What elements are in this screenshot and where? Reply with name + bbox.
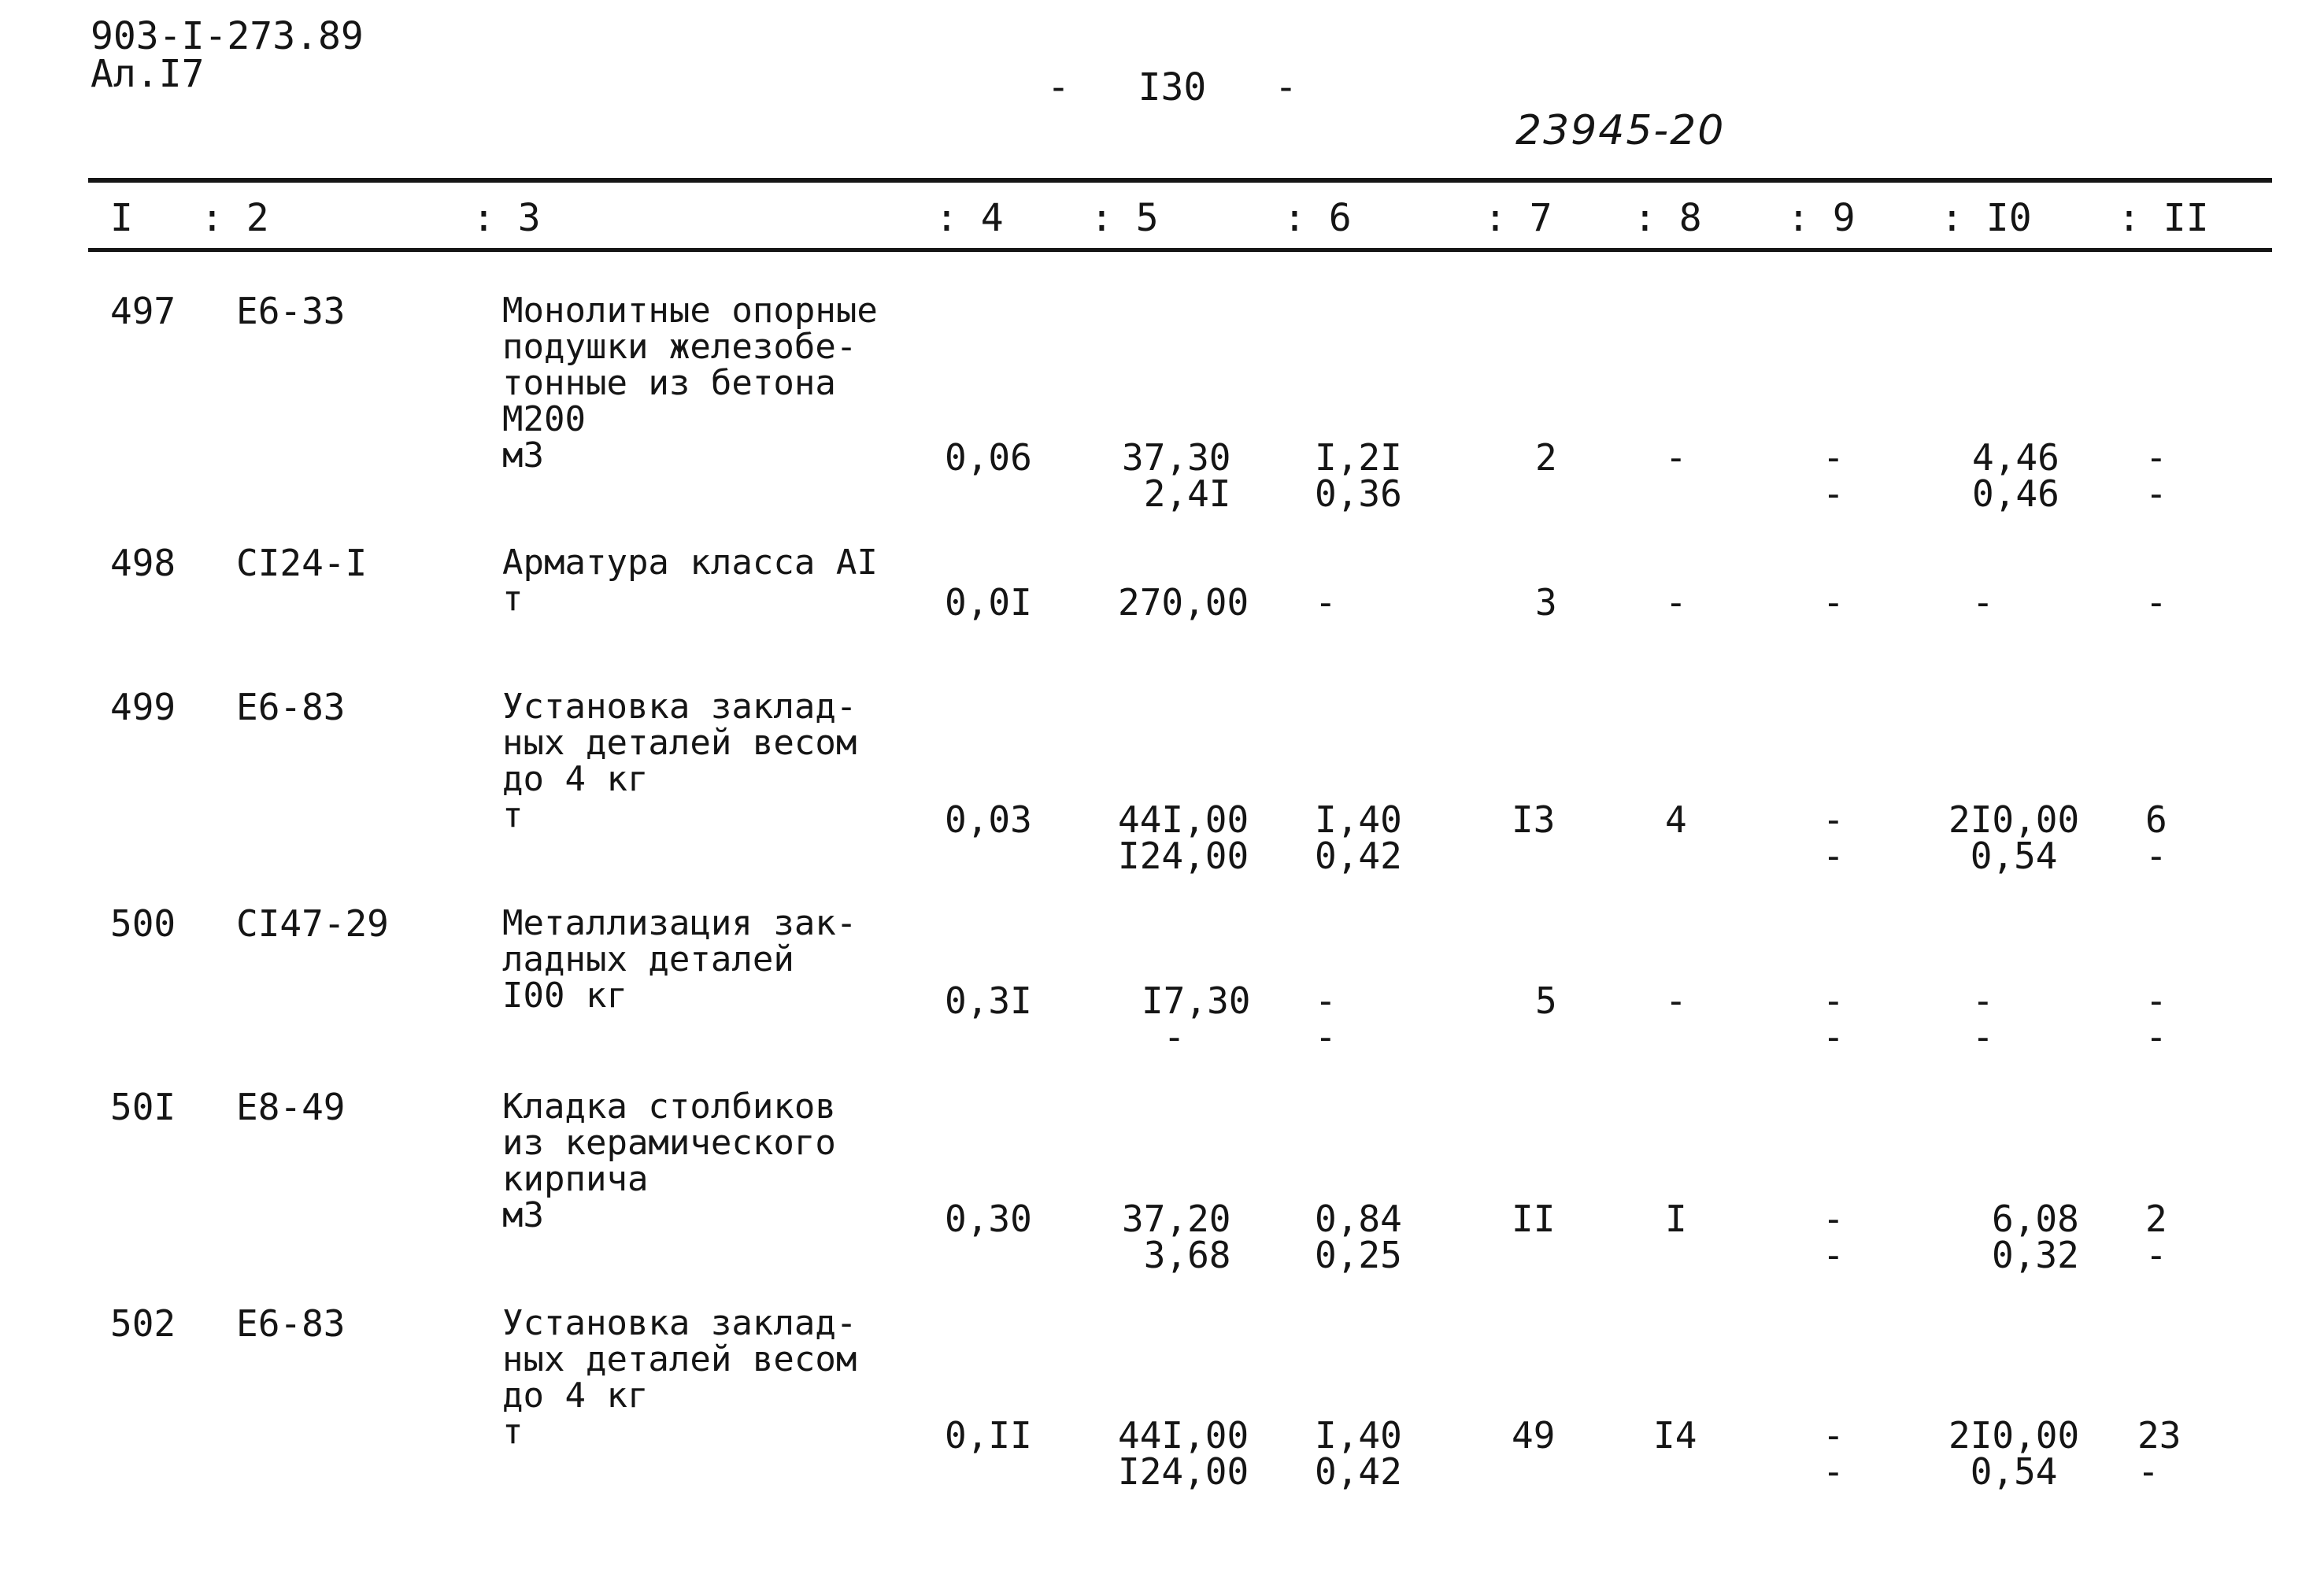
col4-value: 0,0I xyxy=(945,581,1032,624)
col5-value: 270,00 xyxy=(1118,581,1249,624)
norm-code: Е8-49 xyxy=(236,1086,346,1128)
row-number: 50I xyxy=(110,1086,176,1128)
row-number: 498 xyxy=(110,542,176,584)
col4-value: 0,06 xyxy=(945,436,1032,479)
norm-code: Е6-33 xyxy=(236,290,346,332)
col7-value: 3 xyxy=(1535,581,1557,624)
col-header-1: I xyxy=(110,196,133,240)
col6-value: - - xyxy=(1315,979,1337,1058)
col-header-4: : 4 xyxy=(935,196,1004,240)
norm-code: СI47-29 xyxy=(236,902,389,945)
col4-value: 0,30 xyxy=(945,1198,1032,1240)
col-header-7: : 7 xyxy=(1484,196,1552,240)
col11-value: 6 - xyxy=(2145,798,2167,877)
col6-value: 0,84 0,25 xyxy=(1315,1198,1402,1276)
document-code: 903-I-273.89 Ал.I7 xyxy=(91,14,364,96)
col-header-3: : 3 xyxy=(472,196,541,240)
work-description: Металлизация зак- ладных деталей I00 кг xyxy=(502,903,857,1016)
table-top-rule xyxy=(88,178,2272,183)
col5-value: I7,30 - xyxy=(1142,979,1251,1058)
work-description: Монолитные опорные подушки железобе- тонные из бетона М200 м3 xyxy=(502,291,878,476)
col11-value: - - xyxy=(2145,436,2167,515)
col6-value: I,40 0,42 xyxy=(1315,1414,1402,1493)
col-header-5: : 5 xyxy=(1090,196,1159,240)
handwritten-stamp-number: 23945-20 xyxy=(1515,107,1726,154)
table-header-rule xyxy=(88,248,2272,252)
page-number: - I30 - xyxy=(1047,65,1297,109)
work-description: Установка заклад- ных деталей весом до 4 кг т xyxy=(502,1303,857,1452)
norm-code: СI24-I xyxy=(236,542,368,584)
col8-value: I xyxy=(1665,1198,1687,1240)
col6-value: I,40 0,42 xyxy=(1315,798,1402,877)
col11-value: - xyxy=(2145,581,2167,624)
work-description: Арматура класса АI т xyxy=(502,542,878,619)
col6-value: I,2I 0,36 xyxy=(1315,436,1402,515)
col9-value: - xyxy=(1823,581,1845,624)
norm-code: Е6-83 xyxy=(236,1302,346,1345)
row-number: 497 xyxy=(110,290,176,332)
norm-code: Е6-83 xyxy=(236,686,346,728)
col9-value: - - xyxy=(1823,436,1845,515)
col8-value: - xyxy=(1665,436,1687,479)
col5-value: 37,30 2,4I xyxy=(1122,436,1231,515)
col7-value: 49 xyxy=(1512,1414,1556,1457)
col-header-11: : II xyxy=(2118,196,2209,240)
col7-value: I3 xyxy=(1512,798,1556,841)
col5-value: 44I,00 I24,00 xyxy=(1118,1414,1249,1493)
row-number: 499 xyxy=(110,686,176,728)
col10-value: 2I0,00 0,54 xyxy=(1948,1414,2080,1493)
col5-value: 44I,00 I24,00 xyxy=(1118,798,1249,877)
work-description: Установка заклад- ных деталей весом до 4 кг т xyxy=(502,687,857,835)
col9-value: - - xyxy=(1823,1414,1845,1493)
col7-value: 2 xyxy=(1535,436,1557,479)
col10-value: - xyxy=(1972,581,1994,624)
col11-value: - - xyxy=(2145,979,2167,1058)
row-number: 502 xyxy=(110,1302,176,1345)
col10-value: 6,08 0,32 xyxy=(1992,1198,2079,1276)
col10-value: 4,46 0,46 xyxy=(1972,436,2059,515)
col-header-10: : I0 xyxy=(1941,196,2032,240)
col8-value: 4 xyxy=(1665,798,1687,841)
col9-value: - - xyxy=(1823,979,1845,1058)
col8-value: - xyxy=(1665,581,1687,624)
col9-value: - - xyxy=(1823,1198,1845,1276)
col10-value: 2I0,00 0,54 xyxy=(1948,798,2080,877)
col4-value: 0,03 xyxy=(945,798,1032,841)
col7-value: II xyxy=(1512,1198,1556,1240)
col6-value: - xyxy=(1315,581,1337,624)
col11-value: 2 - xyxy=(2145,1198,2167,1276)
col-header-6: : 6 xyxy=(1283,196,1352,240)
row-number: 500 xyxy=(110,902,176,945)
col9-value: - - xyxy=(1823,798,1845,877)
col10-value: - - xyxy=(1972,979,1994,1058)
col-header-2: : 2 xyxy=(201,196,269,240)
col8-value: - xyxy=(1665,979,1687,1022)
col7-value: 5 xyxy=(1535,979,1557,1022)
col11-value: 23 - xyxy=(2137,1414,2182,1493)
col4-value: 0,3I xyxy=(945,979,1032,1022)
col-header-8: : 8 xyxy=(1634,196,1702,240)
col4-value: 0,II xyxy=(945,1414,1032,1457)
col-header-9: : 9 xyxy=(1787,196,1856,240)
col8-value: I4 xyxy=(1653,1414,1697,1457)
work-description: Кладка столбиков из керамического кирпича м3 xyxy=(502,1087,836,1235)
col5-value: 37,20 3,68 xyxy=(1122,1198,1231,1276)
